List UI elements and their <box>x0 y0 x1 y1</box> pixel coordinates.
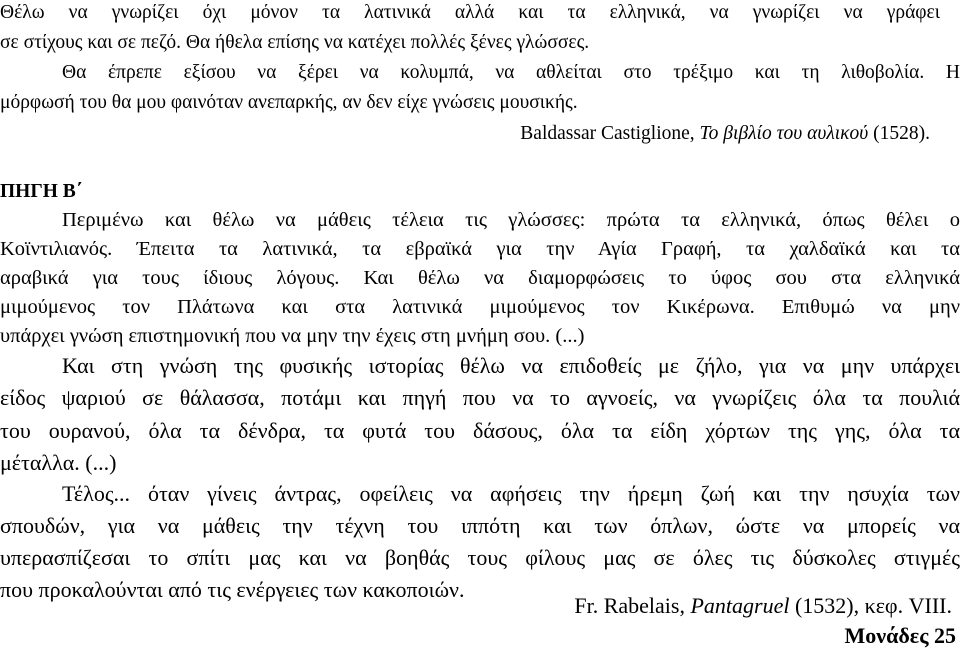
source-b-line-3: αραβικά για τους ίδιους λόγους. Και θέλω να διαμορφώσεις το ύφος σου στα ελληνικά <box>0 267 960 289</box>
citation-rest: (1532), κεφ. VIII. <box>789 593 952 618</box>
source-b-line-9: μέταλλα. (...) <box>0 450 117 475</box>
marks-label: Μονάδες 25 <box>844 623 956 648</box>
source-a-citation <box>520 123 930 145</box>
source-b-line-6: Και στη γνώση της φυσικής ιστορίας θέλω να επιδοθείς με ζήλο, για να μην υπάρχει <box>62 353 960 378</box>
source-b-line-10: Τέλος... όταν γίνεις άντρας, οφείλεις να αφήσεις την ήρεμη ζωή και την ησυχία των <box>62 481 960 506</box>
source-a-line-4: μόρφωσή του θα μου φαινόταν ανεπαρκής, αν δεν είχε γνώσεις μουσικής. <box>0 92 578 113</box>
source-b-line-8: του ουρανού, όλα τα δένδρα, τα φυτά του δάσους, όλα τα είδη χόρτων της γης, όλα τα <box>0 418 960 443</box>
source-b-line-5: υπάρχει γνώση επιστημονική που να μην την έχεις στη μνήμη σου. (...) <box>0 325 585 347</box>
source-a-line-3: Θα έπρεπε εξίσου να ξέρει να κολυμπά, να αθλείται στο τρέξιμο και τη λιθοβολία. Η <box>62 62 960 83</box>
source-b-line-1: Περιμένω και θέλω να μάθεις τέλεια τις γλώσσες: πρώτα τα ελληνικά, όπως θέλει ο <box>62 209 960 231</box>
citation-author: Baldassar Castiglione, <box>520 123 700 144</box>
source-b-line-12: υπερασπίζεσαι το σπίτι μας και να βοηθάς τους φίλους μας σε όλες τις δύσκολες στιγμές <box>0 545 960 570</box>
citation-title: Pantagruel <box>690 593 790 618</box>
source-b-line-13: που προκαλούνται από τις ενέργειες των κακοποιών. <box>0 577 465 602</box>
source-b-heading: ΠΗΓΗ Β΄ <box>0 181 83 202</box>
source-b-line-11: σπουδών, για να μάθεις την τέχνη του ιππότη και των όπλων, ώστε να μπορείς να <box>0 513 960 538</box>
citation-title: Το βιβλίο του αυλικού <box>699 123 869 144</box>
source-b-citation <box>574 593 952 619</box>
source-b-line-2: Κοϊντιλιανός. Έπειτα τα λατινικά, τα εβραϊκά για την Αγία Γραφή, τα χαλδαϊκά και τα <box>0 238 960 260</box>
source-b-line-4: μιμούμενος τον Πλάτωνα και στα λατινικά μιμούμενος τον Κικέρωνα. Επιθυμώ να μην <box>0 296 960 318</box>
source-b-line-7: είδος ψαριού σε θάλασσα, ποτάμι και πηγή που να το αγνοείς, να γνωρίζεις όλα τα πουλιά <box>0 385 960 410</box>
source-a-line-2: σε στίχους και σε πεζό. Θα ήθελα επίσης να κατέχει πολλές ξένες γλώσσες. <box>0 32 590 53</box>
citation-year: (1528). <box>868 123 930 144</box>
citation-author: Fr. Rabelais, <box>574 593 691 618</box>
source-a-line-1: Θέλω να γνωρίζει όχι μόνον τα λατινικά αλλά και τα ελληνικά, να γνωρίζει να γράφει <box>0 2 940 23</box>
